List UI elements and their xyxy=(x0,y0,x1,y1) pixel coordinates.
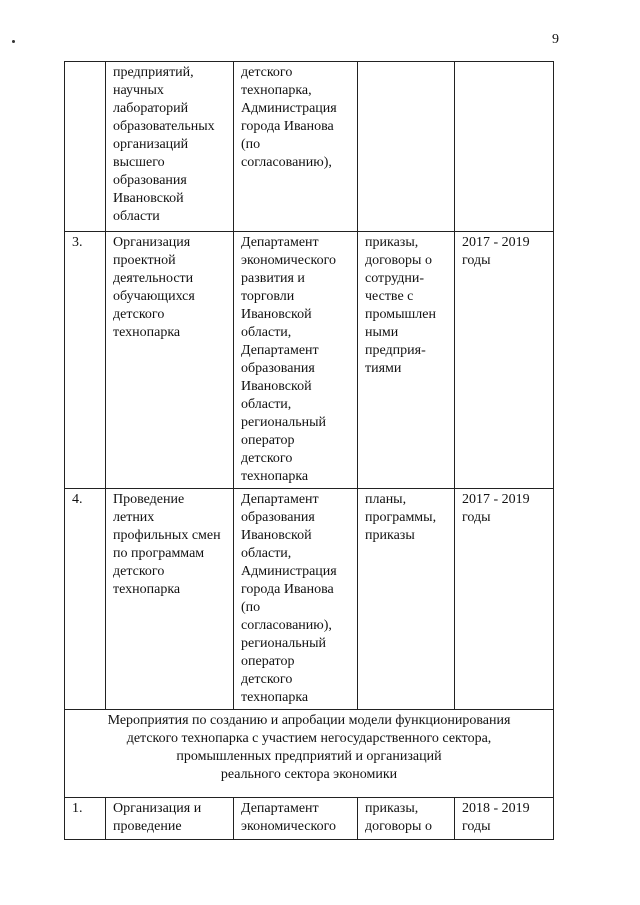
documents-cell xyxy=(358,62,455,232)
executor-cell: Департамент экономического xyxy=(234,798,358,840)
row-number: 4. xyxy=(65,489,106,710)
executor-cell: Департамент экономического развития и торговли Ивановской области, Департамент образования Ивановской области, региональный оператор детского технопарка xyxy=(234,232,358,489)
event-cell: Организация и проведение xyxy=(106,798,234,840)
period-cell xyxy=(455,62,554,232)
period-cell: 2017 - 2019 годы xyxy=(455,489,554,710)
page-number: 9 xyxy=(552,32,559,47)
event-cell: Проведение летних профильных смен по программам детского технопарка xyxy=(106,489,234,710)
activities-table xyxy=(64,61,554,840)
row-number: 3. xyxy=(65,232,106,489)
documents-cell: планы, программы, приказы xyxy=(358,489,455,710)
table-row xyxy=(65,489,554,710)
period-cell: 2018 - 2019 годы xyxy=(455,798,554,840)
event-cell: предприятий, научных лабораторий образовательных организаций высшего образования Ивановской области xyxy=(106,62,234,232)
section-row xyxy=(65,710,554,798)
table-row xyxy=(65,62,554,232)
executor-cell: детского технопарка, Администрация города Иванова (по согласованию), xyxy=(234,62,358,232)
row-number xyxy=(65,62,106,232)
table-row xyxy=(65,232,554,489)
table-row xyxy=(65,798,554,840)
event-cell: Организация проектной деятельности обучающихся детского технопарка xyxy=(106,232,234,489)
scan-speck xyxy=(12,40,15,43)
documents-cell: приказы, договоры о сотрудни- честве с промышлен ными предприя- тиями xyxy=(358,232,455,489)
row-number: 1. xyxy=(65,798,106,840)
documents-cell: приказы, договоры о xyxy=(358,798,455,840)
period-cell: 2017 - 2019 годы xyxy=(455,232,554,489)
executor-cell: Департамент образования Ивановской области, Администрация города Иванова (по согласованию), региональный оператор детского технопарка xyxy=(234,489,358,710)
section-heading: Мероприятия по созданию и апробации модели функционирования детского технопарка с участием негосударственного сектора, промышленных предприятий и организаций реального сектора экономики xyxy=(65,710,554,798)
